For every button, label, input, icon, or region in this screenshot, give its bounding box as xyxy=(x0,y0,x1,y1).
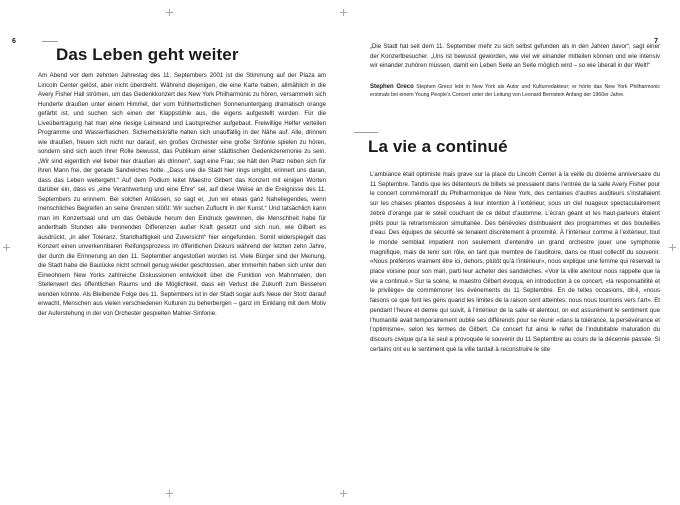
author-name: Stephen Greco xyxy=(370,84,414,90)
title-rule xyxy=(354,132,378,133)
author-note xyxy=(370,84,660,100)
article-body-de: Am Abend vor dem zehnten Jahrestag des 11. Septembers 2001 ist die Stimmung auf der Plaza am Lincoln Center gelöst, aber nicht überdreht. Während diejenigen, die eine Karte haben, allmählich in die Avery Fisher Hall strömen, um das Gedenkkonzert des New York Philharmonic zu hören, versammeln sich Hunderte draußen unter einem Himmel, der vom frühherbstlichen Sonnenuntergang dramatisch orange gefärbt ist, und suchen sich einen der Klappstühle aus, die eigens aufgestellt wurden. Für die Liveübertragung hat man eine riesige Leinwand und Lautsprecher aufgebaut. Freiwillige Helfer verteilen Programme und Wasserflaschen. Sicherheitskräfte halten sich unauffällig in der Nähe auf. Alle, drinnen wie draußen, freuen sich nicht nur darauf, ein großes Orchester eine große Sinfonie spielen zu hören, sondern sind sich auch ihrer Rolle bewusst, das Publikum einer städtischen Gedenkzeremonie zu sein. „Wir sind eigentlich viel lieber hier draußen als drinnen“, sagt eine Frau; sie hält den Platz neben sich für ihren Mann frei, der gerade Sandwiches holte. „Dass une die Stadt hier rings umgibt, erinnert uns daran, dass das Leben weitergeht.“ Auf dem Podium leitet Maestro Gilbert das Konzert mit einigen Worten darüber ein, dass es „eine Verantwortung und eine Ehre“ sei, auf diese Weise an die Ereignisse des 11. Septembers zu erinnern. Bei solchen Anlässen, so sagt er, „tun wir etwas ganz Naheliegendes, wenn menschliches Begreifen an seine Grenzen stößt: Wir suchen Zuflucht in der Kunst.“ Und tatsächlich kann man im Konzertsaal und um das Gebäude herum den Eindruck gewinnen, die Menschheit habe für anderthalb Stunden alle trennenden Differenzen außer Kraft gesetzt und sich nun, wie Gilbert es ausdrückt, „in aller Toleranz, Standhaftigkeit und Zuversicht“ hier eingefunden. Somit widerspiegelt das Konzert einen unverkennbaren Reifungsprozess im öffentlichen Diskurs während der letzten zehn Jahre, der durch die Erinnerung an den 11. September angestoßen worden ist. Viele Bürger sind der Meinung, die Stadt habe die Baulücke nicht schnell genug wieder geschlossen, aber immerhin haben sich unter den Einwohnern New Yorks zahlreiche Diskussionen entwickelt über die Funktion von Mahnmalen, den Stellenwert des öffentlichen Raums und die Möglichkeit, dass ein Verlust die Zukunft zum Besseren wenden könnte. Als Bleibende Folge des 11. Septembers ist in der Stadt sogar aufs Neue der Stolz darauf erwacht, Menschen aus vielen verschiedenen Kulturen zu beherbergen – ganz im Einklang mit dem Motiv der Auferstehung in der von Orchester gespielten Mahler-Sinfonie. xyxy=(38,72,326,317)
crop-mark-icon xyxy=(166,9,173,16)
title-rule xyxy=(42,41,58,42)
crop-mark-icon xyxy=(340,490,347,497)
page-number: 6 xyxy=(12,38,16,45)
article-body-fr: L’ambiance était optimiste mais grave sur la place du Lincoln Center à la veille du dixième anniversaire du 11 Septembre. Tandis que les détenteurs de billets se pressaient dans l’entrée de la salle Avery Fisher pour le concert commémoratif du Philharmonique de New York, des centaines d’autres auditeurs s’installaient sur les chaises pliantes disposées à leur intention à l’extérieur, sous un ciel nuageux spectaculairement zébré d’orange par le soleil couchant de ce début d’automne. L’écran géant et les haut-parleurs étaient prêts pour la retransmission simultanée. Des bénévoles distribuaient des programmes et des bouteilles d’eau. Des équipes de sécurité se tenaient discrètement à proximité. À l’intérieur comme à l’extérieur, tout le monde semblait impatient non seulement d’entendre un grand orchestre jouer une symphonie magnifique, mais de tenir son rôle, en tant que membre de l’auditoire, dans ce rituel collectif du souvenir. «Nous préférons vraiment être ici, dehors, plutôt qu’à l’intérieur», nous explique une femme qui réservait la place voisine pour son mari, parti leur acheter des sandwiches. «Voir la ville alentour nous rappelle que la vie a continué.» Sur la scène, le maestro Gilbert évoqua, en introduction à ce concert, «la responsabilité et le privilège» de commémorer les événements du 11 Septembre. En de telles occasions, dit-il, «nous faisons ce que font les gens quand les limites de la raison sont atteintes: nous nous tournons vers l’art». Et pendant l’heure et demie qui suivit, à l’intérieur de la salle et alentour, on eut assurément le sentiment que l’humanité avait temporairement oublié ses différends pour se réunir «dans la tolérance, la persévérance et l’optimisme», selon les termes de Gilbert. Ce concert fut ainsi le reflet de l’indubitable maturation du discours civique qu’a lui seul a provoquée le souvenir du 11 Septembre au cours de la décennie passée. Si certains ont eu le sentiment que la ville tardait à reconstruire le site xyxy=(370,171,660,353)
page-title: Das Leben geht weiter xyxy=(56,45,239,64)
concert-quote: „Die Stadt hat seit dem 11. September mehr zu sich selbst gefunden als in den Jahren davor“, sagt einer der Konzertbesucher. „Uns ist bewusst geworden, wie viel wir einander mitteilen können und wie intensiv wir einander zuhören müssen, damit ein Leben Seite an Seite möglich wird – so wie überall in der Welt!“ xyxy=(370,43,660,69)
right-page xyxy=(340,0,680,505)
page-number: 7 xyxy=(654,38,658,45)
crop-mark-icon xyxy=(3,244,10,251)
page-title: La vie a continué xyxy=(368,137,508,156)
author-note-text: Stephen Greco lebt in New York als Autor und Kulturredakteur; er hörte das New York Philharmonic erstmals bei einem Young People’s Concert unter der Leitung von Leonard Bernstein Anfang der 1960er Jahre. xyxy=(370,84,660,98)
crop-mark-icon xyxy=(669,244,676,251)
crop-mark-icon xyxy=(166,490,173,497)
crop-mark-icon xyxy=(340,9,347,16)
